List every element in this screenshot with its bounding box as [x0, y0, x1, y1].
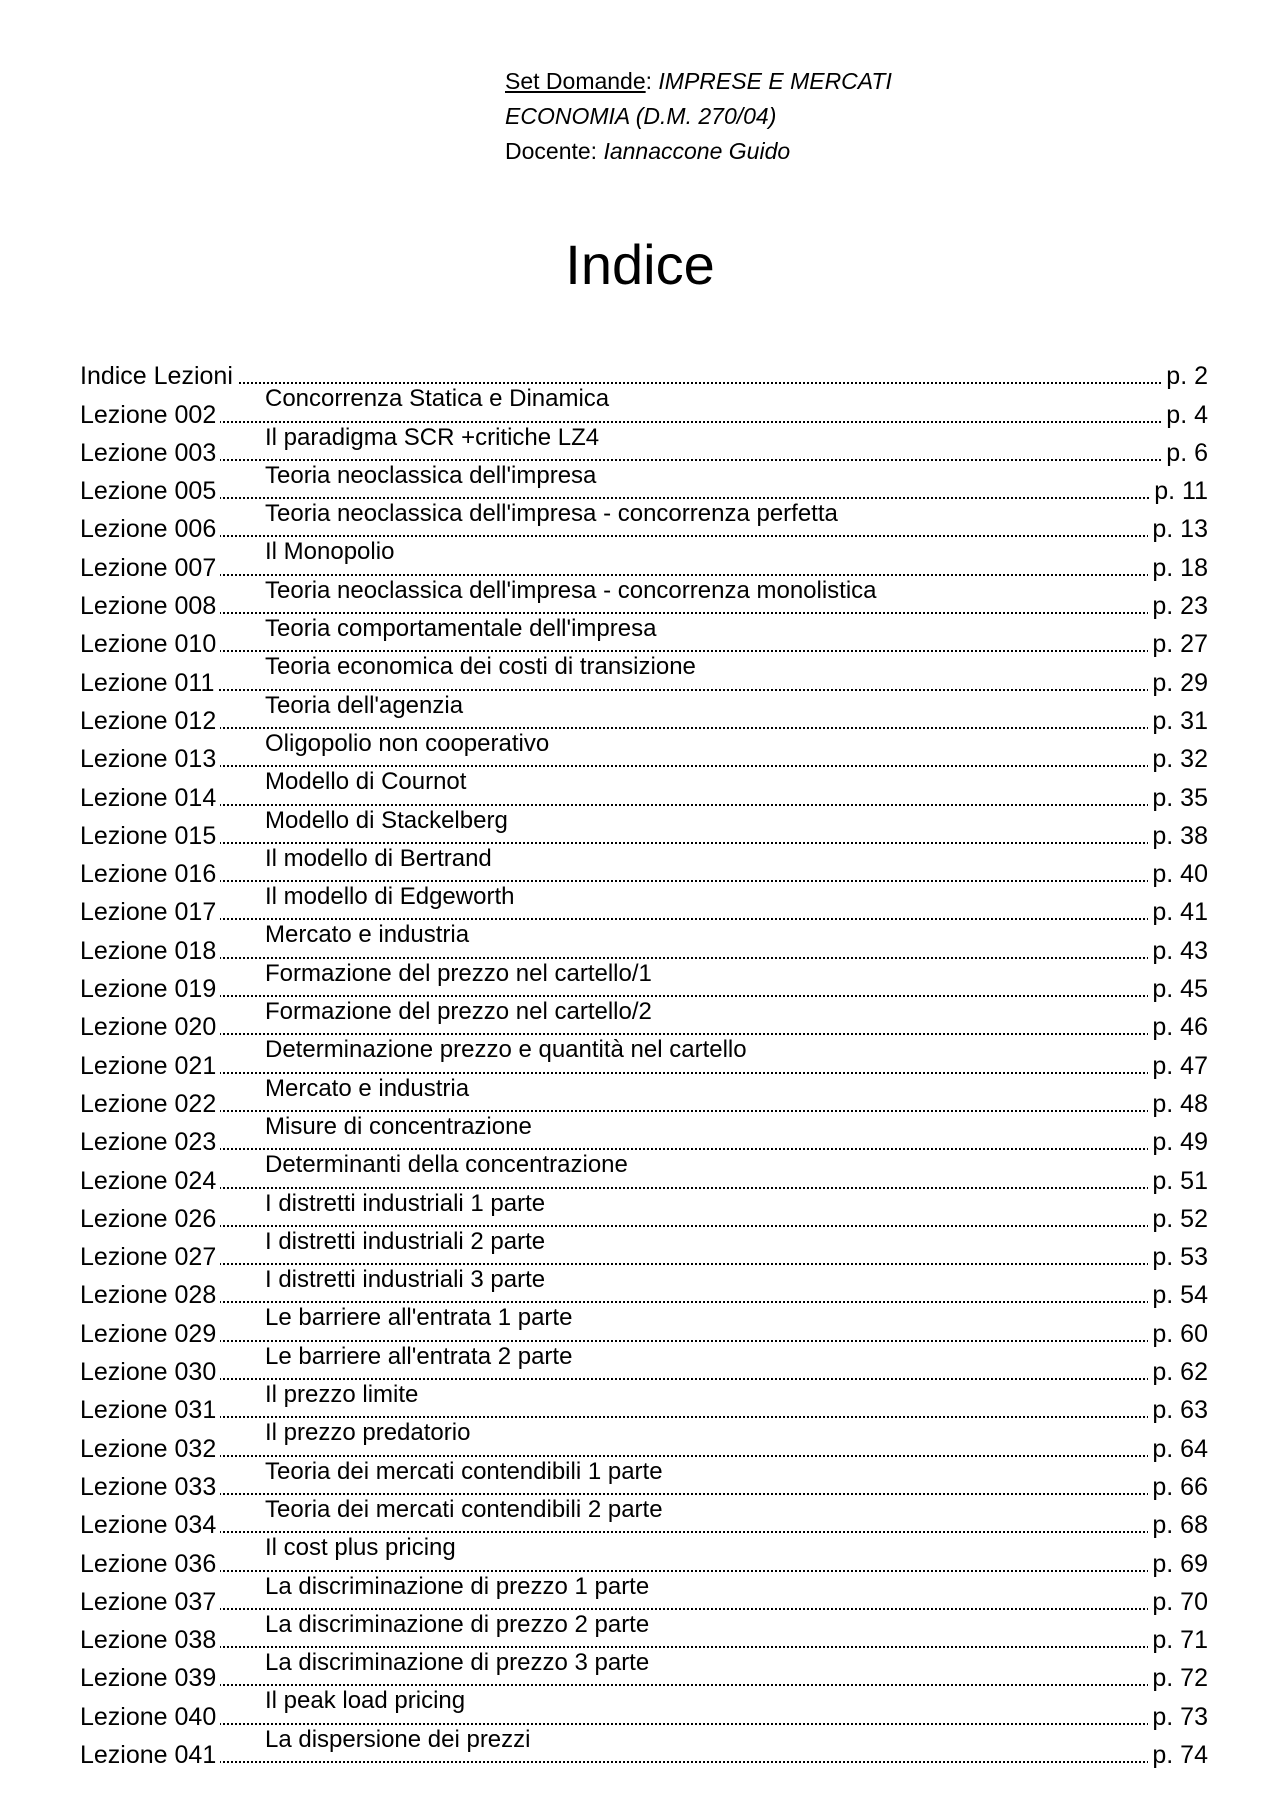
toc-entry-page: p. 18 [1148, 554, 1208, 583]
toc-entry[interactable] [80, 1266, 1208, 1312]
toc-entry-page: p. 48 [1148, 1090, 1208, 1119]
toc-entry-label: Lezione 005 [80, 477, 220, 506]
toc-entry-label: Lezione 038 [80, 1626, 220, 1655]
dot-leader [80, 1646, 1208, 1648]
toc-entry-page: p. 49 [1148, 1128, 1208, 1157]
toc-entry-label: Lezione 033 [80, 1473, 220, 1502]
toc-entry-label: Lezione 036 [80, 1550, 220, 1579]
toc-entry-label: Lezione 021 [80, 1052, 220, 1081]
toc-entry-page: p. 70 [1148, 1588, 1208, 1617]
toc-entry-topic: Teoria comportamentale dell'impresa [265, 615, 657, 643]
toc-entry-page: p. 73 [1148, 1703, 1208, 1732]
toc-entry-topic: Teoria neoclassica dell'impresa - concorrenza monolistica [265, 576, 877, 604]
toc-entry-topic: Teoria dei mercati contendibili 1 parte [265, 1457, 663, 1485]
toc-entry-label: Lezione 022 [80, 1090, 220, 1119]
toc-entry-page: p. 35 [1148, 784, 1208, 813]
toc-entry-page: p. 68 [1148, 1511, 1208, 1540]
toc-entry[interactable] [80, 806, 1208, 853]
toc-entry-topic: Determinanti della concentrazione [265, 1151, 628, 1179]
dot-leader [80, 1608, 1208, 1610]
toc-entry[interactable] [80, 1649, 1208, 1695]
toc-entry-page: p. 72 [1148, 1664, 1208, 1693]
toc-entry-label: Lezione 034 [80, 1511, 220, 1540]
toc-entry-label: Lezione 031 [80, 1396, 220, 1425]
toc-entry-topic: Le barriere all'entrata 1 parte [265, 1304, 573, 1332]
toc-entry[interactable] [80, 423, 1208, 470]
toc-entry[interactable] [80, 883, 1208, 929]
toc-entry-page: p. 60 [1148, 1320, 1208, 1349]
toc-entry-page: p. 52 [1148, 1205, 1208, 1234]
toc-entry[interactable] [80, 1074, 1208, 1121]
docente-value: Iannaccone Guido [603, 138, 791, 164]
toc-entry-label: Lezione 007 [80, 554, 220, 583]
toc-entry-page: p. 13 [1148, 515, 1208, 544]
toc-entry[interactable] [80, 1342, 1208, 1389]
toc-entry[interactable] [80, 1304, 1208, 1350]
toc-entry[interactable] [80, 729, 1208, 776]
dot-leader [80, 765, 1208, 767]
toc-entry-label: Lezione 027 [80, 1243, 220, 1272]
toc-entry-topic: Modello di Cournot [265, 768, 467, 796]
course-value: ECONOMIA (D.M. 270/04) [505, 103, 777, 129]
dot-leader [80, 957, 1208, 959]
toc-entry-label: Lezione 039 [80, 1664, 220, 1693]
dot-leader [80, 421, 1208, 423]
toc-entry-label: Lezione 015 [80, 822, 220, 851]
toc-entry-topic: Formazione del prezzo nel cartello/1 [265, 959, 652, 987]
toc-entry-page: p. 27 [1148, 630, 1208, 659]
toc-entry-page: p. 11 [1150, 477, 1208, 506]
toc-entry-page: p. 43 [1148, 937, 1208, 966]
toc-entry[interactable] [80, 844, 1208, 891]
toc-entry-page: p. 40 [1148, 860, 1208, 889]
toc-entry-topic: Determinazione prezzo e quantità nel cartello [265, 1036, 747, 1064]
toc-entry-label: Lezione 040 [80, 1703, 220, 1732]
toc-entry-label: Lezione 014 [80, 784, 220, 813]
toc-entry-page: p. 2 [1162, 362, 1208, 391]
toc-entry-page: p. 29 [1148, 669, 1208, 698]
toc-entry-topic: Le barriere all'entrata 2 parte [265, 1342, 573, 1370]
toc-entry-label: Lezione 011 [80, 669, 218, 698]
docente-line: Docente: Iannaccone Guido [505, 138, 791, 164]
toc-entry-topic: Mercato e industria [265, 1074, 470, 1102]
toc-entry-page: p. 66 [1148, 1473, 1208, 1502]
dot-leader [80, 382, 1208, 384]
toc-entry[interactable] [80, 653, 1208, 699]
toc-entry-topic: Il modello di Bertrand [265, 844, 492, 872]
dot-leader [80, 1263, 1208, 1265]
toc-entry-label: Lezione 041 [80, 1741, 220, 1770]
toc-entry[interactable] [80, 691, 1208, 738]
dot-leader [80, 1570, 1208, 1572]
toc-entry-label: Lezione 037 [80, 1588, 220, 1617]
dot-leader [80, 1072, 1208, 1074]
toc-entry[interactable] [80, 1687, 1208, 1733]
toc-entry-topic: Teoria economica dei costi di transizione [265, 653, 696, 681]
toc-entry-page: p. 71 [1148, 1626, 1208, 1655]
toc-entry-page: p. 54 [1148, 1281, 1208, 1310]
toc-entry-page: p. 32 [1148, 745, 1208, 774]
toc-entry-topic: I distretti industriali 2 parte [265, 1227, 546, 1255]
toc-entry-topic: Modello di Stackelberg [265, 806, 508, 834]
set-line: Set Domande: IMPRESE E MERCATI [505, 68, 892, 94]
toc-entry-topic: La dispersione dei prezzi [265, 1725, 531, 1753]
dot-leader [80, 880, 1208, 882]
toc-entry-label: Lezione 020 [80, 1013, 220, 1042]
toc-entry-topic: Teoria neoclassica dell'impresa [265, 461, 597, 489]
toc-entry-label: Lezione 006 [80, 515, 220, 544]
toc-entry-label: Lezione 032 [80, 1435, 220, 1464]
toc-entry-page: p. 4 [1162, 401, 1208, 430]
dot-leader [80, 1684, 1208, 1686]
dot-leader [80, 689, 1208, 691]
toc-entry-topic: La discriminazione di prezzo 3 parte [265, 1649, 650, 1677]
dot-leader [80, 1301, 1208, 1303]
toc-entry[interactable] [80, 1227, 1208, 1274]
course-line [505, 99, 892, 134]
dot-leader [80, 1531, 1208, 1533]
toc-entry-label: Lezione 003 [80, 439, 220, 468]
toc-entry-page: p. 63 [1148, 1396, 1208, 1425]
toc-entry-label: Lezione 023 [80, 1128, 220, 1157]
dot-leader [80, 1110, 1208, 1112]
docente-label: Docente [505, 138, 591, 164]
toc-entry-topic: La discriminazione di prezzo 2 parte [265, 1610, 650, 1638]
toc-entry-label: Lezione 028 [80, 1281, 220, 1310]
dot-leader [80, 650, 1208, 652]
toc-entry-label: Lezione 016 [80, 860, 220, 889]
dot-leader [80, 1148, 1208, 1150]
toc-entry-topic: Misure di concentrazione [265, 1112, 532, 1140]
toc-entry-label: Lezione 030 [80, 1358, 220, 1387]
toc-entry-topic: Il Monopolio [265, 538, 395, 566]
toc-entry-page: p. 64 [1148, 1435, 1208, 1464]
toc-entry-page: p. 51 [1148, 1167, 1208, 1196]
set-value: IMPRESE E MERCATI [658, 68, 892, 94]
toc-entry[interactable] [80, 1151, 1208, 1197]
toc-entry-topic: Il peak load pricing [265, 1687, 466, 1715]
toc-entry-page: p. 69 [1148, 1550, 1208, 1579]
dot-leader [80, 1225, 1208, 1227]
toc-entry-topic: I distretti industriali 3 parte [265, 1266, 546, 1294]
toc-entry-topic: La discriminazione di prezzo 1 parte [265, 1572, 650, 1600]
toc-entry[interactable] [80, 1189, 1208, 1236]
dot-leader [80, 574, 1208, 576]
toc-entry-topic: Il modello di Edgeworth [265, 883, 515, 911]
dot-leader [80, 1723, 1208, 1725]
toc-entry-page: p. 38 [1148, 822, 1208, 851]
toc-entry-label: Indice Lezioni [80, 362, 237, 391]
dot-leader [80, 1455, 1208, 1457]
toc-entry-topic: I distretti industriali 1 parte [265, 1189, 546, 1217]
toc-entry-page: p. 62 [1148, 1358, 1208, 1387]
toc-entry-label: Lezione 008 [80, 592, 220, 621]
toc-entry-label: Lezione 010 [80, 630, 220, 659]
toc-entry-label: Lezione 018 [80, 937, 220, 966]
toc-entry[interactable] [80, 1112, 1208, 1159]
toc-entry-topic: Teoria neoclassica dell'impresa - concorrenza perfetta [265, 500, 838, 528]
dot-leader [80, 1033, 1208, 1035]
toc-entry-label: Lezione 019 [80, 975, 220, 1004]
dot-leader [80, 918, 1208, 920]
dot-leader [80, 535, 1208, 537]
toc-entry-label: Lezione 013 [80, 745, 220, 774]
toc-entry-topic: Formazione del prezzo nel cartello/2 [265, 998, 652, 1026]
toc-entry[interactable] [80, 1036, 1208, 1082]
toc-entry-topic: Teoria dell'agenzia [265, 691, 464, 719]
toc-entry[interactable] [80, 355, 1208, 393]
toc-entry-label: Lezione 024 [80, 1167, 220, 1196]
toc-entry-topic: Il cost plus pricing [265, 1534, 456, 1562]
toc-entry-page: p. 6 [1162, 439, 1208, 468]
dot-leader [80, 727, 1208, 729]
toc-entry[interactable] [80, 1495, 1208, 1542]
toc-entry-topic: Il prezzo limite [265, 1381, 419, 1409]
toc-entry[interactable] [80, 1725, 1208, 1772]
toc-entry-label: Lezione 012 [80, 707, 220, 736]
dot-leader [80, 804, 1208, 806]
page-title: Indice [565, 233, 715, 296]
toc-entry-page: p. 45 [1148, 975, 1208, 1004]
toc-entry-page: p. 47 [1148, 1052, 1208, 1081]
dot-leader [80, 1493, 1208, 1495]
toc-entry[interactable] [80, 500, 1208, 546]
dot-leader [80, 1378, 1208, 1380]
toc-entry-page: p. 46 [1148, 1013, 1208, 1042]
toc-entry-page: p. 53 [1148, 1243, 1208, 1272]
dot-leader [80, 1416, 1208, 1418]
toc-entry-label: Lezione 017 [80, 898, 220, 927]
toc-entry-page: p. 41 [1148, 898, 1208, 927]
toc-entry-label: Lezione 026 [80, 1205, 220, 1234]
toc-entry-page: p. 74 [1148, 1741, 1208, 1770]
toc-entry-topic: Oligopolio non cooperativo [265, 729, 550, 757]
dot-leader [80, 842, 1208, 844]
document-header [505, 64, 892, 169]
dot-leader [80, 995, 1208, 997]
dot-leader [80, 1187, 1208, 1189]
dot-leader [80, 1340, 1208, 1342]
toc-entry-topic: Mercato e industria [265, 921, 470, 949]
toc-entry-topic: Il paradigma SCR +critiche LZ4 [265, 423, 600, 451]
table-of-contents [80, 355, 1208, 1772]
dot-leader [80, 612, 1208, 614]
dot-leader [80, 497, 1208, 499]
toc-entry-label: Lezione 002 [80, 401, 220, 430]
toc-entry-topic: Il prezzo predatorio [265, 1419, 471, 1447]
toc-entry[interactable] [80, 1381, 1208, 1427]
toc-entry-label: Lezione 029 [80, 1320, 220, 1349]
toc-entry-page: p. 23 [1148, 592, 1208, 621]
toc-entry[interactable] [80, 385, 1208, 431]
toc-entry-topic: Concorrenza Statica e Dinamica [265, 385, 610, 413]
toc-entry-topic: Teoria dei mercati contendibili 2 parte [265, 1495, 663, 1523]
set-label: Set Domande [505, 68, 646, 94]
toc-entry-page: p. 31 [1148, 707, 1208, 736]
dot-leader [80, 459, 1208, 461]
toc-entry[interactable] [80, 768, 1208, 814]
dot-leader [80, 1761, 1208, 1763]
